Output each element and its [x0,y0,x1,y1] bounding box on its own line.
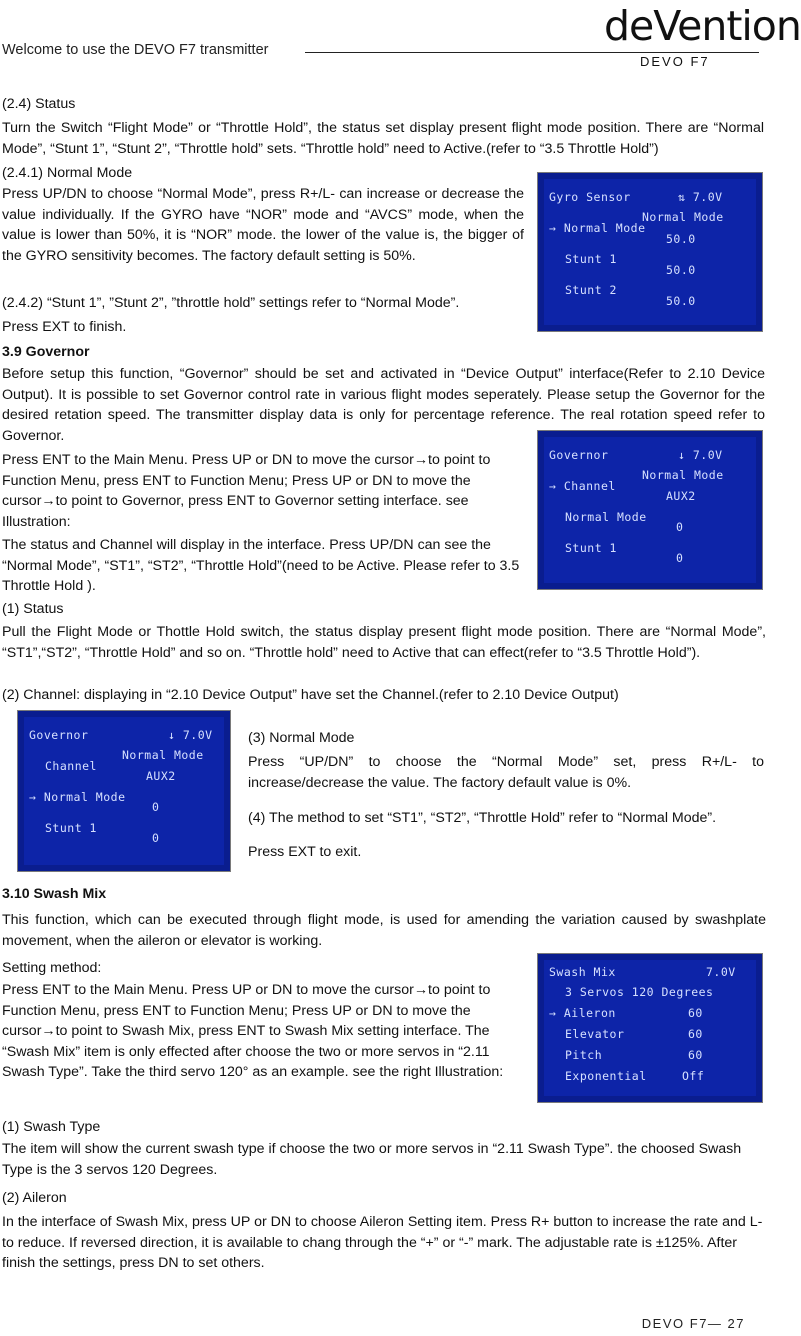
lcd-row: Stunt 2 [565,283,617,297]
governor-normal-heading: (3) Normal Mode [248,730,355,746]
lcd-row: → Aileron [549,1006,616,1020]
lcd-swash-mix [537,953,763,1103]
header-title: Welcome to use the DEVO F7 transmitter [2,42,269,58]
lcd-title: Swash Mix [549,965,616,979]
swash-aileron-body: In the interface of Swash Mix, press UP or DN to choose Aileron Setting item. Press R+ button to increase the rate and L- to reduce. If reversed direction, it is available to chang through the “+” or “-” mark. The adjustable rate is ±125%. After finish the settings, press DN to set others. [2,1214,763,1272]
lcd-value: 50.0 [666,263,696,277]
lcd-value: 0 [152,831,160,845]
lcd-value: 60 [688,1006,703,1020]
lcd-title: Governor [29,728,89,742]
lcd-battery: ⇅ 7.0V [678,190,723,204]
governor-status-text: The status and Channel will display in the interface. Press UP/DN can see the “Normal Mode”, “ST1”, “ST2”, “Throttle Hold”(need to be Active. Please refer to 3.5 Throttle Hold ). [2,537,520,595]
governor-heading: 3.9 Governor [2,344,90,360]
page-footer: DEVO F7— 27 [641,1316,745,1331]
lcd-gyro-sensor [537,172,763,332]
lcd-row: Stunt 1 [565,252,617,266]
lcd-value: Off [682,1069,705,1083]
lcd-battery: 7.0V [706,965,736,979]
governor-channel-text: (2) Channel: displaying in “2.10 Device Output” have set the Channel.(refer to 2.10 Device Output) [2,687,619,703]
section-status-body: Turn the Switch “Flight Mode” or “Throttle Hold”, the status set display present flight mode position. There are “Normal Mode”, “Stunt 1”, “Stunt 2”, “Throttle hold” sets. “Throttle hold” need to Active.(refer to “3.5 Throttle Hold”) [2,120,764,157]
section-stunt-body: (2.4.2) “Stunt 1”, ”Stunt 2”, ”throttle hold” settings refer to “Normal Mode”. [2,295,460,311]
lcd-governor-normal [17,710,231,872]
lcd-row: → Normal Mode [549,221,646,235]
lcd-value: 0 [152,800,160,814]
lcd-battery: ↓ 7.0V [168,728,213,742]
swash-enter-text: Press ENT to the Main Menu. Press UP or DN to move the cursor→to point to Function Menu, press ENT to Function Menu; Press UP or DN to move the cursor→to point to Swash Mix, press ENT to Swash Mix setting interface. The “Swash Mix” item is only effected after choose the two or more servos in “2.11 Swash Type”. Take the third servo 120° as an example. see the right Illustration: [2,982,504,1081]
governor-intro: Before setup this function, “Governor” should be set and activated in “Device Output” interface(Refer to 2.10 Device Output). It is possible to set Governor control rate in various flight modes seperately. Please setup the Governor for the desired retation speed. The transmitter display data is only for percentage reference. The real rotation speed refer to Governor. [2,366,765,444]
header-rule [305,52,759,53]
brand-logo: deVention [604,2,801,50]
lcd-row: Exponential [565,1069,647,1083]
section-status-heading: (2.4) Status [2,96,76,112]
swash-type-body: The item will show the current swash type if choose the two or more servos in “2.11 Swash Type”. the choosed Swash Type is the 3 servos 120 Degrees. [2,1141,742,1178]
lcd-value: AUX2 [666,489,696,503]
section-normal-body: Press UP/DN to choose “Normal Mode”, press R+/L- can increase or decrease the value individually. If the GYRO have “NOR” mode and “AVCS” mode, when the value is lower than 50%, it is “NOR” mode. the lower of the value is, the bigger of the GYRO sensitivity becomes. The factory default setting is 50%. [2,186,524,264]
lcd-battery: ↓ 7.0V [678,448,723,462]
lcd-value: 50.0 [666,294,696,308]
governor-enter-text: Press ENT to the Main Menu. Press UP or DN to move the cursor→to point to Function Menu, press ENT to Function Menu; Press UP or DN to move the cursor→to point to Governor, press ENT to Governor setting interface. see Illustration: [2,452,491,530]
lcd-value: 60 [688,1048,703,1062]
swash-aileron-heading: (2) Aileron [2,1190,67,1206]
section-normal-heading: (2.4.1) Normal Mode [2,165,133,181]
lcd-mode: Normal Mode [122,748,204,762]
lcd-mode: Normal Mode [642,210,724,224]
lcd-row: Pitch [565,1048,603,1062]
governor-status-heading: (1) Status [2,601,64,617]
lcd-value: AUX2 [146,769,176,783]
lcd-title: Governor [549,448,609,462]
governor-st-text: (4) The method to set “ST1”, “ST2”, “Throttle Hold” refer to “Normal Mode”. [248,810,717,826]
lcd-row: Stunt 1 [45,821,97,835]
lcd-mode: Normal Mode [642,468,724,482]
lcd-row: Elevator [565,1027,625,1041]
swash-intro: This function, which can be executed through flight mode, is used for amending the variation caused by swashplate movement, when the aileron or elevator is working. [2,912,766,949]
brand-model: DEVO F7 [640,54,710,69]
swash-type-heading: (1) Swash Type [2,1119,101,1135]
lcd-value: 0 [676,520,684,534]
lcd-value: 50.0 [666,232,696,246]
section-exit-text: Press EXT to finish. [2,319,127,335]
lcd-value: 0 [676,551,684,565]
governor-status-body: Pull the Flight Mode or Thottle Hold switch, the status display present flight mode position. There are “Normal Mode”, “ST1”,“ST2”, “Throttle Hold” and so on. “Throttle hold” need to Active that can effect(refer to “3.5 Throttle Hold”). [2,624,766,661]
lcd-row: → Normal Mode [29,790,126,804]
lcd-title: Gyro Sensor [549,190,631,204]
governor-exit-text: Press EXT to exit. [248,844,362,860]
lcd-governor-channel [537,430,763,590]
swash-heading: 3.10 Swash Mix [2,886,107,902]
lcd-row: Normal Mode [565,510,647,524]
lcd-row: Channel [45,759,97,773]
swash-method-label: Setting method: [2,960,102,976]
governor-normal-body: Press “UP/DN” to choose the “Normal Mode” set, press R+/L- to increase/decrease the value. The factory default value is 0%. [248,754,764,791]
lcd-row: → Channel [549,479,616,493]
lcd-row: Stunt 1 [565,541,617,555]
lcd-value: 60 [688,1027,703,1041]
lcd-swash-type: 3 Servos 120 Degrees [565,985,714,999]
